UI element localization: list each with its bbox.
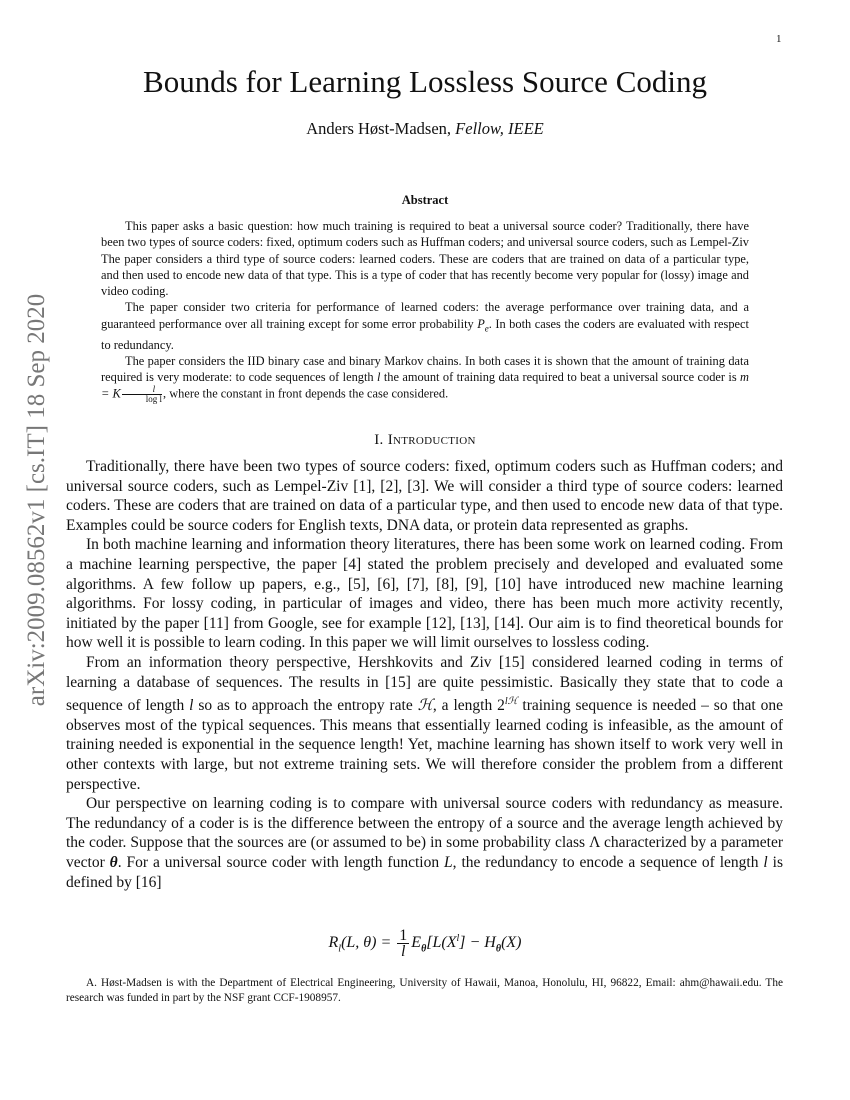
author-line	[0, 119, 850, 139]
inline-fraction: $\frac{l}{\text{log l}}$	[122, 385, 162, 404]
author-name: Anders Høst-Madsen,	[306, 119, 452, 138]
abstract-paragraph-3: The paper considers the IID binary case and binary Markov chains. In both cases it is shown that the amount of training data required is very moderate: to code sequences of length l the amount of training data required to beat a universal source coder is m = K $\frac{l}{\text{log l}}$ , where the constant in front depends the case considered.	[101, 353, 749, 405]
inline-math-pe: $P_e$	[477, 316, 489, 334]
introduction-body	[66, 457, 783, 892]
redundancy-equation: $R_l(L$, θ) = $\frac{1}{l}$ $E_\theta[L(X^l] - H_\theta(X)$	[328, 927, 522, 960]
arxiv-sidebar	[22, 293, 52, 707]
page-number: 1	[776, 33, 782, 45]
footnote	[66, 976, 783, 1005]
inline-math-m: m = K	[101, 370, 749, 401]
abstract-paragraph-2: The paper consider two criteria for performance of learned coders: the average performance over training data, and a guaranteed performance over all training except for some error probability $P_e$. In both cases the coders are evaluated with respect to redundancy.	[101, 300, 749, 352]
abstract-heading: Abstract	[401, 193, 449, 207]
abstract-paragraph-1: This paper asks a basic question: how much training is required to beat a universal source coder? Traditionally, there have been two types of source coders: fixed, optimum coders such as Huffman coders; and universal source coders, such as Lempel-Ziv The paper considers a third type of source coders: learned coders. These are coders that are trained on data of a particular type, and then used to encode new data of that type. This is a type of coder that has recently become very popular for (lossy) image and video coding.	[101, 219, 749, 299]
paper-title: Bounds for Learning Lossless Source Coding	[143, 64, 707, 99]
author-affiliation: Fellow, IEEE	[455, 119, 544, 138]
body-paragraph-4: Our perspective on learning coding is to compare with universal source coders with redundancy as measure. The redundancy of a coder is is the difference between the entropy of a source and the average length achieved by the coder. Suppose that the sources are (or assumed to be) in some probability class Λ characterized by a parameter vector θ. For a universal source coder with length function L, the redundancy to encode a sequence of length l is defined by [16]	[66, 795, 783, 891]
section-heading-introduction: I. Introduction	[374, 432, 476, 448]
body-paragraph-3: From an information theory perspective, Hershkovits and Ziv [15] considered learned coding in terms of learning a database of sequences. The results in [15] are quite pessimistic. Basically they state that to code a sequence of length l so as to approach the entropy rate ℋ, a length $2^{lℋ}$ training sequence is needed – so that one observes most of the typical sequences. This means that essentially learned coding is infeasible, as the amount of training needed is exponential in the sequence length! Yet, machine learning has shown itself to work very well in other contexts with large, but not extreme training sets. We will therefore consider the problem from a different perspective.	[66, 653, 783, 793]
body-paragraph-2: In both machine learning and information theory literatures, there has been some work on learned coding. From a machine learning perspective, the paper [4] stated the problem precisely and developed and evaluated some algorithms. A few follow up papers, e.g., [5], [6], [7], [8], [9], [10] have introduced new machine learning algorithms. For lossy coding, in particular of images and video, there has been much more activity recently, initiated by the paper [11] from Google, see for example [12], [13], [14]. Our aim is to find theoretical bounds for how well it is possible to learn coding. In this paper we will limit ourselves to lossless coding.	[66, 536, 783, 652]
arxiv-identifier: arXiv:2009.08562v1 [cs.IT] 18 Sep 2020	[23, 293, 50, 707]
body-paragraph-1: Traditionally, there have been two types of source coders: fixed, optimum coders such as Huffman coders; and universal source coders, such as Lempel-Ziv [1], [2], [3]. We will consider a third type of source coders: learned coders. These are coders that are trained on data of a particular type, and then used to encode new data of that type. Examples could be source coders for English texts, DNA data, or protein data represented as graphs.	[66, 458, 783, 534]
equation-fraction: $\frac{1}{l}$	[399, 927, 408, 960]
footnote-text: A. Høst-Madsen is with the Department of Electrical Engineering, University of Hawaii, Manoa, Honolulu, HI, 96822, Email: ahm@hawaii.edu. The research was funded in part by the NSF grant CCF-1908957.	[66, 977, 783, 1004]
abstract-body	[101, 218, 749, 404]
